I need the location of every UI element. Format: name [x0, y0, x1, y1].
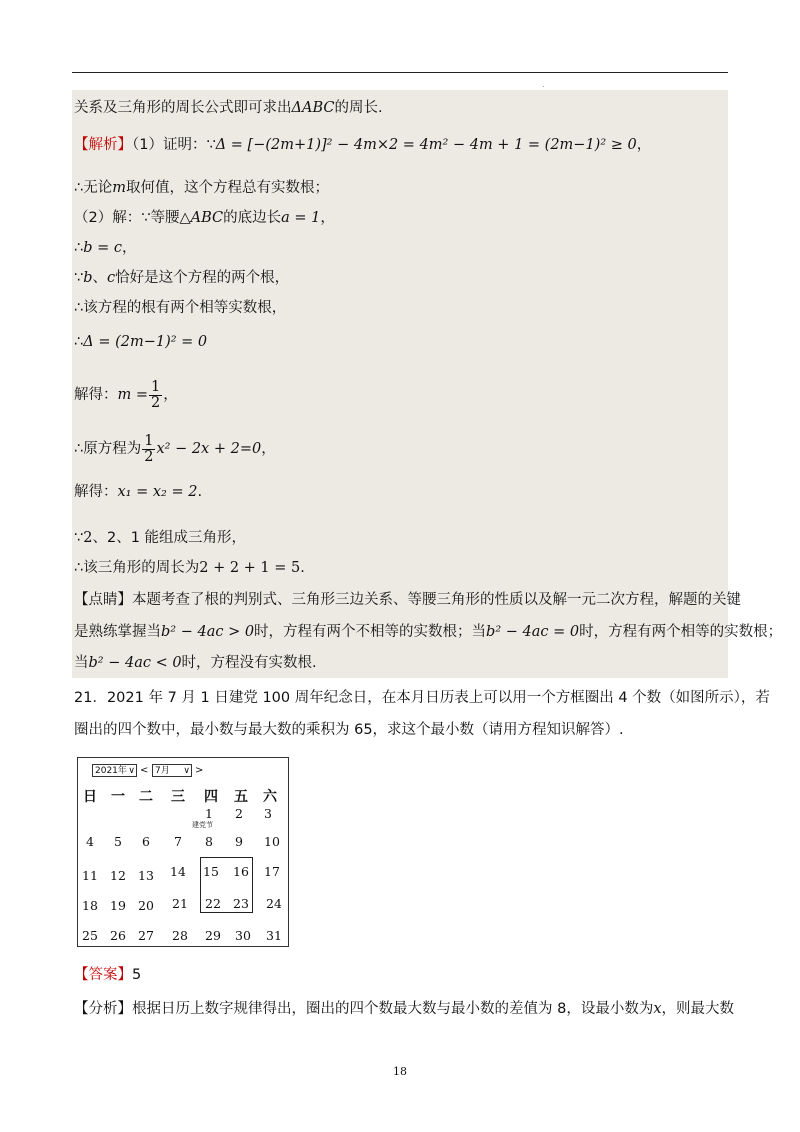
- calendar-day: 11: [82, 868, 98, 883]
- calendar-day: 7: [174, 834, 182, 849]
- calendar-day: 20: [138, 898, 154, 913]
- weekday-header: 三: [171, 789, 185, 805]
- calendar-day: 2: [235, 806, 243, 821]
- weekday-header: 二: [139, 789, 153, 805]
- calendar-day: 18: [82, 898, 98, 913]
- text-line: ∴无论m取何值，这个方程总有实数根；: [74, 180, 329, 196]
- chevron-down-icon: ∨: [128, 766, 135, 776]
- weekday-header: 四: [204, 789, 218, 805]
- calendar-day: 16: [233, 864, 249, 879]
- holiday-label: 建党节: [192, 821, 213, 829]
- page-number: 18: [393, 1065, 407, 1078]
- calendar-day: 5: [114, 834, 122, 849]
- text-line: 关系及三角形的周长公式即可求出ΔABC的周长.: [74, 100, 383, 116]
- remark-line: 【点睛】本题考查了根的判别式、三角形三边关系、等腰三角形的性质以及解一元二次方程，解题的关键: [74, 592, 741, 608]
- header-mark: .: [542, 80, 545, 89]
- calendar-widget: [77, 757, 289, 947]
- text-line: （2）解：∵等腰△ABC的底边长a = 1，: [74, 210, 335, 226]
- question-line: 21．2021 年 7 月 1 日建党 100 周年纪念日，在本月日历表上可以用一个方框圈出 4 个数（如图所示），若: [74, 690, 770, 706]
- calendar-day: 15: [203, 864, 219, 879]
- calendar-day: 31: [266, 928, 282, 943]
- selection-box: [200, 857, 253, 913]
- calendar-day: 24: [266, 896, 282, 911]
- text-line: ∴原方程为 $\frac{1}{2}$ x² − 2x + 2=0，: [74, 432, 276, 465]
- analysis-line: 【解析】（1）证明：∵Δ = [−(2m+1)]² − 4m×2 = 4m² − 4m + 1 = (2m−1)² ≥ 0，: [74, 137, 652, 153]
- text-line: 解得：m = $\frac{1}{2}$ ，: [74, 378, 178, 411]
- text-line: ∵b、c恰好是这个方程的两个根，: [74, 270, 290, 286]
- analysis-line: 【分析】根据日历上数字规律得出，圈出的四个数最大数与最小数的差值为 8，设最小数为x，则最大数: [74, 1001, 735, 1017]
- answer-tag: 【答案】: [74, 967, 132, 983]
- calendar-day: 17: [264, 864, 280, 879]
- weekday-header: 六: [263, 789, 277, 805]
- fraction: $\frac{1}{2}$: [151, 378, 161, 411]
- text-line: ∴Δ = (2m−1)² = 0: [74, 334, 208, 350]
- calendar-day: 4: [86, 834, 94, 849]
- question-line: 圈出的四个数中，最小数与最大数的乘积为 65，求这个最小数（请用方程知识解答）.: [74, 722, 624, 738]
- year-select[interactable]: 2021年 ∨: [92, 764, 137, 777]
- month-select[interactable]: 7月 ∨: [152, 764, 192, 777]
- weekday-header: 日: [83, 789, 97, 805]
- analysis-tag: 【解析】: [74, 137, 132, 153]
- text-line: 解得：x₁ = x₂ = 2.: [74, 484, 203, 500]
- chevron-down-icon: ∨: [183, 766, 190, 776]
- calendar-day: 26: [110, 928, 126, 943]
- calendar-day: 23: [233, 896, 249, 911]
- text-line: ∴该三角形的周长为2 + 2 + 1 = 5.: [74, 560, 305, 576]
- prev-month-button[interactable]: <: [140, 765, 149, 776]
- calendar-day: 28: [172, 928, 188, 943]
- remark-tag: 【点睛】: [74, 592, 132, 608]
- calendar-day: 10: [264, 834, 280, 849]
- fraction: $\frac{1}{2}$: [144, 432, 154, 465]
- calendar-day: 27: [138, 928, 154, 943]
- calendar-day: 3: [264, 806, 272, 821]
- calendar-day: 29: [205, 928, 221, 943]
- text-line: ∴该方程的根有两个相等实数根，: [74, 300, 287, 316]
- text-line: ∵2、2、1 能组成三角形，: [74, 530, 247, 546]
- text-line: 是熟练掌握当b² − 4ac > 0时，方程有两个不相等的实数根；当b² − 4ac = 0时，方程有两个相等的实数根；: [74, 624, 783, 640]
- analysis-tag: 【分析】: [74, 1001, 132, 1017]
- calendar-day: 25: [82, 928, 98, 943]
- calendar-day: 19: [110, 898, 126, 913]
- text-line: ∴b = c，: [74, 240, 137, 256]
- weekday-header: 五: [234, 789, 248, 805]
- calendar-day: 8: [205, 834, 213, 849]
- calendar-day: 1: [205, 806, 213, 821]
- calendar-day: 14: [170, 864, 186, 879]
- header-rule: [72, 72, 728, 73]
- next-month-button[interactable]: >: [195, 765, 204, 776]
- calendar-day: 13: [138, 868, 154, 883]
- calendar-day: 6: [142, 834, 150, 849]
- weekday-header: 一: [111, 789, 125, 805]
- calendar-day: 12: [110, 868, 126, 883]
- calendar-day: 21: [172, 896, 188, 911]
- answer-line: 【答案】5: [74, 967, 142, 983]
- calendar-day: 9: [235, 834, 243, 849]
- calendar-day: 30: [235, 928, 251, 943]
- text-line: 当b² − 4ac < 0时，方程没有实数根.: [74, 655, 317, 671]
- calendar-day: 22: [205, 896, 221, 911]
